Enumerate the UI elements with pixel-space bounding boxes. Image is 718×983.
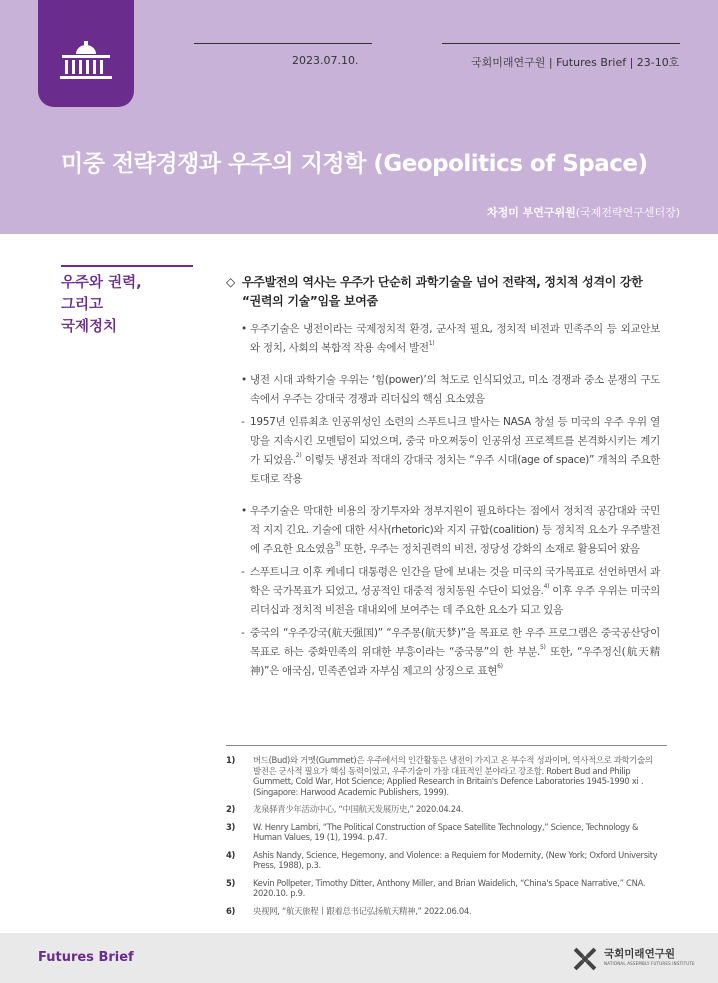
author-affiliation: (국제전략연구센터장) — [575, 206, 680, 219]
author-name: 차정미 부연구위원 — [486, 206, 576, 219]
footnote-ref[interactable]: 1) — [428, 340, 435, 347]
footnote — [226, 850, 660, 871]
lead-statement — [226, 273, 660, 311]
brief-issue-info: 국회미래연구원 | Futures Brief | 23-10호 — [471, 56, 680, 69]
footnote-text: W. Henry Lambri, “The Political Construction of Space Satellite Technology,” Science, Technology & Human Values, 19 (1), 1994. p.47. — [253, 821, 639, 842]
footnote-text: 龙泉驿青少年活动中心, “中国航天发展历史,” 2020.04.24. — [253, 804, 464, 814]
section-content — [226, 273, 660, 685]
side-title-line: 국제정치 — [61, 319, 118, 335]
side-title-line: 그리고 — [61, 297, 104, 313]
dash-icon: - — [241, 566, 245, 578]
sub-text: 1957년 인류최초 인공위성인 소련의 스푸트니크 발사는 NASA 창설 등 미국의 우주 우위 열망을 지속시킨 모멘텀이 되었으며, 중국 마오쩌둥이 인공위성 프로젝트를 본격화시키는 계기가 되었음.$^{2)}$ 이렇듯 냉전과 적대의 강대국 정치는 “우주 시대(age of space)” 개척의 주요한 토대로 작용 — [250, 416, 660, 485]
footnote — [226, 755, 660, 797]
bullet-icon: • — [241, 323, 247, 335]
footnote-ref[interactable]: 5) — [540, 644, 546, 651]
section-rule — [61, 265, 193, 267]
footnote-number: 5) — [226, 877, 236, 888]
dash-icon: - — [241, 416, 245, 428]
publication-date: 2023.07.10. — [292, 54, 359, 67]
footnote-ref[interactable]: 2) — [295, 452, 302, 459]
sub-item — [241, 413, 660, 489]
header-rule-right — [442, 43, 680, 44]
bullet-icon: • — [241, 374, 247, 386]
institute-name: 국회미래연구원 — [604, 948, 676, 960]
footnote — [226, 906, 660, 917]
footnote-ref[interactable]: 6) — [497, 663, 503, 670]
footnote-number: 6) — [226, 905, 236, 916]
footnote-text: Kevin Pollpeter, Timothy Ditter, Anthony Miller, and Brian Waidelich, “China's Space Narrative,” CNA. 2020.10. p.9. — [253, 877, 646, 898]
bullet-item — [241, 502, 660, 559]
sub-item — [241, 624, 660, 681]
bullet-text: 우주기술은 막대한 비용의 장기투자와 정부지원이 필요하다는 점에서 정치적 공감대와 국민적 지지 긴요. 기술에 대한 서사(rhetoric)와 지지 규합(coalition) 등 정치적 요소가 우주발전에 주요한 요소였음$^{3)}$ 또한, 우주는 정치권력의 비전, 정당성 강화의 소재로 활용되어 왔음 — [250, 505, 660, 555]
bullet-text: 우주기술은 냉전이라는 국제정치적 환경, 군사적 필요, 정치적 비전과 민족주의 등 외교안보와 정치, 사회의 복합적 작용 속에서 발전$^{1)}$ — [250, 323, 660, 354]
footnote-number: 2) — [226, 804, 236, 814]
side-title-line: 우주와 권력, — [61, 275, 142, 291]
bullet-item — [241, 320, 660, 358]
futures-brief-brand: Futures Brief — [38, 950, 134, 965]
footnote-divider — [226, 745, 667, 746]
lead-text: 우주발전의 역사는 우주가 단순히 과학기술을 넘어 전략적, 정치적 성격이 강한 “권력의 기술”임을 보여줌 — [242, 275, 643, 308]
footnote — [226, 804, 660, 815]
header-rule-left — [194, 43, 372, 44]
section-side-title — [61, 272, 142, 338]
footnote-ref[interactable]: 3) — [334, 541, 341, 548]
footnote-text: 央视网, “航天旅程丨跟着总书记弘扬航天精神,” 2022.06.04. — [253, 905, 472, 916]
institute-english-name: NATIONAL ASSEMBLY FUTURES INSTITUTE — [604, 961, 695, 966]
sub-text: 스푸트니크 이후 케네디 대통령은 인간을 달에 보내는 것을 미국의 국가목표로 선언하면서 과학은 국가목표가 되었고, 성공적인 대중적 정치동원 수단이 되었음.$^{4)}$ 이후 우주 우위는 미국의 리더십과 정치적 비전을 대내외에 보여주는 데 주요한 요소가 되고 있음 — [250, 566, 660, 616]
footnote-number: 1) — [226, 755, 236, 765]
author-line — [487, 204, 680, 220]
page-title: 미중 전략경쟁과 우주의 지정학 (Geopolitics of Space) — [61, 151, 648, 177]
national-assembly-building-icon — [38, 0, 134, 107]
footnote-ref[interactable]: 4) — [543, 583, 550, 590]
bullet-icon: • — [241, 505, 247, 517]
dash-icon: - — [241, 627, 245, 639]
bullet-item — [241, 371, 660, 409]
footnote-text: 버드(Bud)와 거멧(Gummet)은 우주에서의 인간활동은 냉전이 가지고 온 부수적 성과이며, 역사적으로 과학기술의 발전은 군사적 필요가 핵심 동력이었고, 우주기술이 가장 대표적인 분야라고 강조함. Robert Bud and Philip Gummett, Cold War, Hot Science; Applied Research in Britain's Defence Laboratories 1945-1990 xi . (Singapore: Harwood Academic Publishers, 1999). — [253, 755, 653, 797]
footnote-text: Ashis Nandy, Science, Hegemony, and Violence: a Requiem for Modernity, (New York; Oxford University Press, 1988), p.3. — [253, 849, 658, 870]
footnote — [226, 878, 660, 899]
footnote-number: 4) — [226, 849, 236, 860]
diamond-icon: ◇ — [226, 275, 236, 289]
footnote — [226, 822, 660, 843]
bullet-text: 냉전 시대 과학기술 우위는 ‘힘(power)’의 척도로 인식되었고, 미소 경쟁과 중소 분쟁의 구도 속에서 우주는 강대국 경쟁과 리더십의 핵심 요소였음 — [250, 374, 660, 405]
sub-item — [241, 563, 660, 620]
sub-text: 중국의 “우주강국(航天强国)” “우주몽(航天梦)”을 목표로 한 우주 프로그램은 중국공산당이 목표로 하는 중화민족의 위대한 부흥이라는 “중국몽”의 한 부분.$^{5)}$ 또한, “우주정신(航天精神)”은 애국심, 민족존엄과 자부심 제고의 상징으로 표현$^{6)}$ — [250, 627, 660, 677]
institute-logo-icon — [570, 944, 600, 978]
footnote-list — [226, 755, 660, 923]
footnote-number: 3) — [226, 821, 236, 832]
